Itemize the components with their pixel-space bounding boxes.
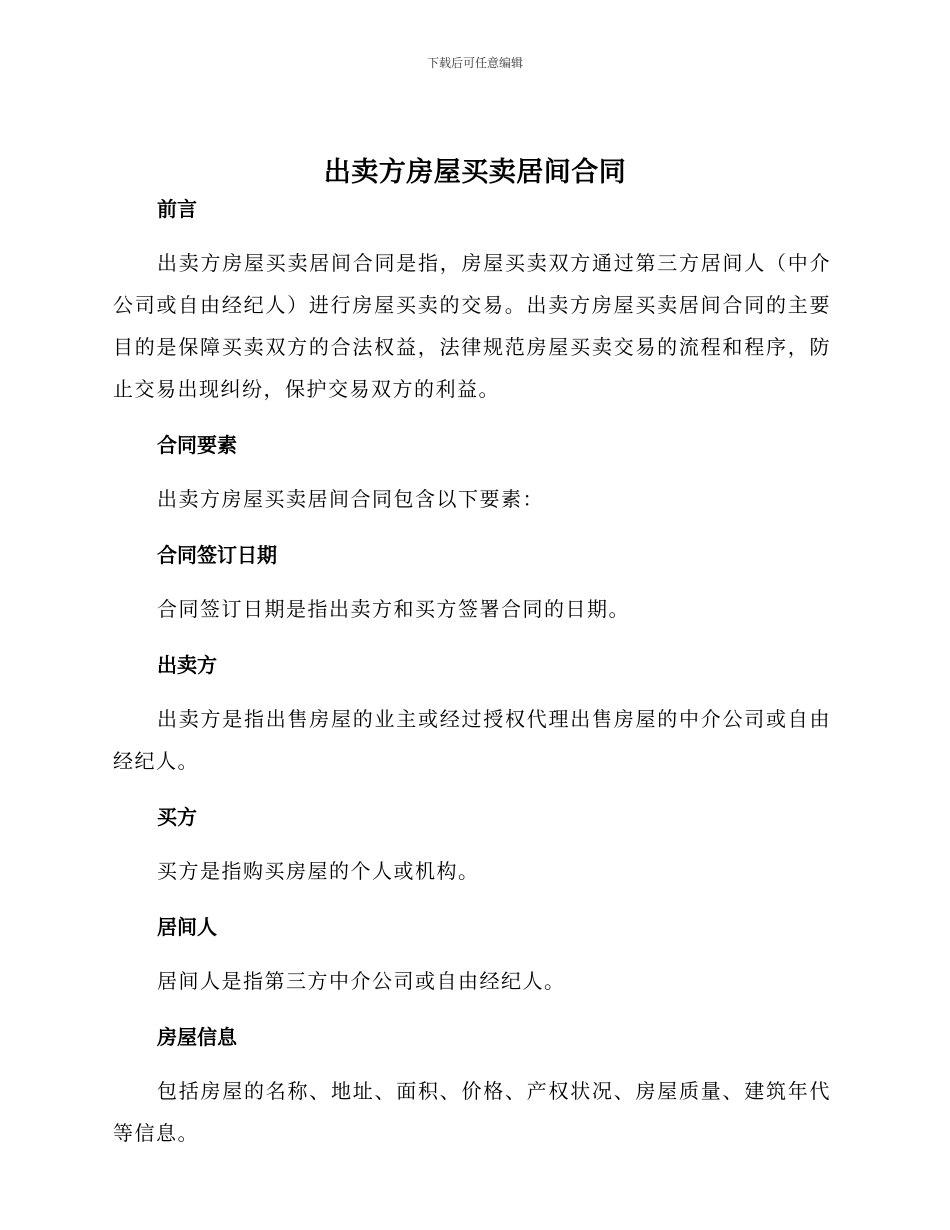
heading-sign-date: 合同签订日期 (157, 543, 277, 567)
heading-contract-elements: 合同要素 (157, 433, 237, 457)
paragraph-house-info: 包括房屋的名称、地址、面积、价格、产权状况、房屋质量、建筑年代等信息。 (113, 1079, 831, 1145)
paragraph-preface: 出卖方房屋买卖居间合同是指，房屋买卖双方通过第三方居间人（中介公司或自由经纪人）进行房屋买卖的交易。出卖方房屋买卖居间合同的主要目的是保障买卖双方的合法权益，法律规范房屋买卖交易的流程和程序，防止交易出现纠纷，保护交易双方的利益。 (113, 251, 831, 401)
paragraph-seller: 出卖方是指出售房屋的业主或经过授权代理出售房屋的中介公司或自由经纪人。 (113, 707, 831, 773)
paragraph-contract-elements: 出卖方房屋买卖居间合同包含以下要素： (157, 487, 544, 511)
document-body (113, 192, 831, 1154)
heading-preface: 前言 (157, 197, 197, 221)
heading-broker: 居间人 (157, 915, 217, 939)
paragraph-buyer: 买方是指购买房屋的个人或机构。 (157, 859, 480, 883)
heading-seller: 出卖方 (157, 653, 217, 677)
paragraph-broker: 居间人是指第三方中介公司或自由经纪人。 (157, 969, 566, 993)
paragraph-sign-date: 合同签订日期是指出卖方和买方签署合同的日期。 (157, 597, 630, 621)
heading-house-info: 房屋信息 (157, 1025, 237, 1049)
document-title: 出卖方房屋买卖居间合同 (323, 157, 627, 188)
header-note: 下载后可任意编辑 (426, 56, 523, 70)
heading-buyer: 买方 (157, 805, 197, 829)
